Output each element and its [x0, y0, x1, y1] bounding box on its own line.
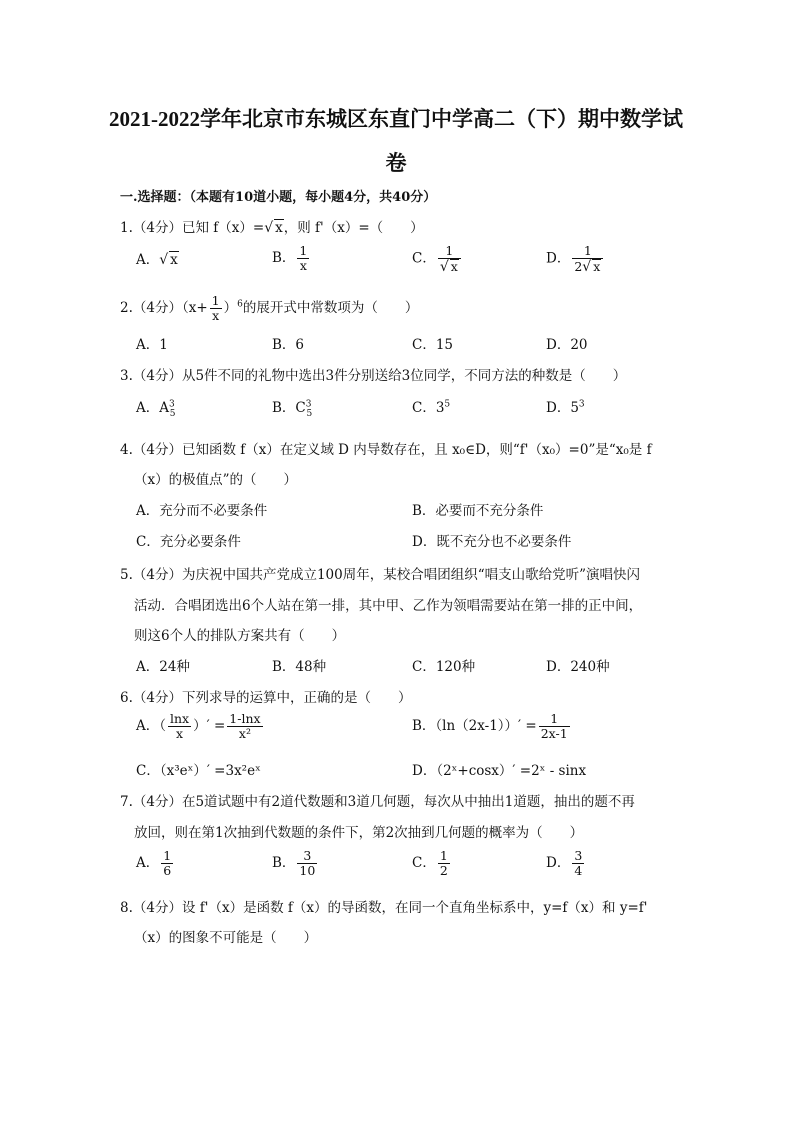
q1-stem: 1.（4分）已知 f（x）=: [120, 220, 265, 236]
q1-option-c[interactable]: C． $\frac{1}{√ x}$: [412, 244, 463, 274]
question-5-cont1: 活动．合唱团选出6个人站在第一排，其中甲、乙作为领唱需要站在第一排的正中间，: [134, 598, 643, 614]
q6-option-c[interactable]: C．（x³eˣ）′ =3x²eˣ: [136, 763, 261, 779]
question-7-cont: 放回，则在第1次抽到代数题的条件下，第2次抽到几何题的概率为（ ）: [134, 825, 584, 841]
q3-option-b[interactable]: B．$C^3_5$: [272, 399, 313, 419]
q2-option-d[interactable]: D．20: [546, 337, 588, 353]
q7-option-c[interactable]: C． $\frac{1}{2}$: [412, 848, 448, 878]
q1-option-b[interactable]: B． $\frac{1}{x}$: [272, 243, 308, 273]
q1-radicand: x: [275, 220, 283, 236]
q4-option-c[interactable]: C．充分必要条件: [136, 534, 241, 550]
q5-option-d[interactable]: D．240种: [546, 659, 610, 675]
page-title-cont: 卷: [385, 151, 407, 175]
section-heading: 一.选择题：（本题有10道小题，每小题4分，共40分）: [120, 190, 437, 205]
q7-option-b[interactable]: B． $\frac{3}{10}$: [272, 848, 316, 878]
q2-option-c[interactable]: C．15: [412, 337, 454, 353]
q4-option-d[interactable]: D．既不充分也不必要条件: [412, 534, 572, 550]
q2-option-a[interactable]: A．1: [136, 337, 168, 353]
q1-option-d[interactable]: D． $\frac{1}{2√ x}$: [546, 244, 605, 274]
page-title: 2021-2022学年北京市东城区东直门中学高二（下）期中数学试: [109, 107, 683, 131]
q3-option-d[interactable]: D．$5^3$: [546, 399, 585, 416]
question-4: 4.（4分）已知函数 f（x）在定义域 D 内导数存在，且 x₀∈D，则“f'（x₀）=0”是“x₀是 f: [120, 442, 652, 458]
q1-tail: ，则 f'（x）=（ ）: [283, 220, 424, 236]
q6-option-b[interactable]: B．（ln（2x-1））′ = $\frac{1}{2x-1}$: [412, 711, 568, 741]
q7-option-a[interactable]: A． $\frac{1}{6}$: [136, 848, 172, 878]
q3-option-c[interactable]: C．$3^5$: [412, 399, 451, 416]
question-6: 6.（4分）下列求导的运算中，正确的是（ ）: [120, 690, 412, 706]
q6-option-a[interactable]: A．（ $\frac{\ln x}{x}$ ）′ = $\frac{1-\ln x}{\text{x²}}$: [136, 711, 261, 741]
q5-option-b[interactable]: B．48种: [272, 659, 327, 675]
q3-option-a[interactable]: A．$A^3_5$: [136, 399, 176, 419]
q5-option-c[interactable]: C．120种: [412, 659, 476, 675]
question-4-cont: （x）的极值点”的（ ）: [134, 472, 298, 488]
q2-option-b[interactable]: B．6: [272, 337, 305, 353]
question-3: 3.（4分）从5件不同的礼物中选出3件分别送给3位同学，不同方法的种数是（ ）: [120, 368, 627, 384]
question-8-cont: （x）的图象不可能是（ ）: [134, 930, 318, 946]
q4-option-b[interactable]: B．必要而不充分条件: [412, 503, 544, 519]
q6-option-d[interactable]: D．（2ˣ+cosx）′ =2ˣ - sinx: [412, 763, 587, 779]
question-1: 1.（4分）已知 f（x）=√ x，则 f'（x）=（ ）: [120, 220, 424, 236]
q4-option-a[interactable]: A．充分而不必要条件: [136, 503, 268, 519]
question-8: 8.（4分）设 f'（x）是函数 f（x）的导函数，在同一个直角坐标系中，y=f（x）和 y=f': [120, 900, 648, 916]
q5-option-a[interactable]: A．24种: [136, 659, 190, 675]
q1-option-a[interactable]: A．√ x: [136, 252, 178, 268]
question-5-cont2: 则这6个人的排队方案共有（ ）: [134, 628, 346, 644]
question-5: 5.（4分）为庆祝中国共产党成立100周年，某校合唱团组织“唱支山歌给党听”演唱快闪: [120, 567, 641, 583]
question-2: 2.（4分）（x+ $\frac{1}{x}$ ）$^6$的展开式中常数项为（ ）: [120, 293, 419, 323]
q7-option-d[interactable]: D． $\frac{3}{4}$: [546, 848, 583, 878]
question-7: 7.（4分）在5道试题中有2道代数题和3道几何题，每次从中抽出1道题，抽出的题不再: [120, 794, 635, 810]
